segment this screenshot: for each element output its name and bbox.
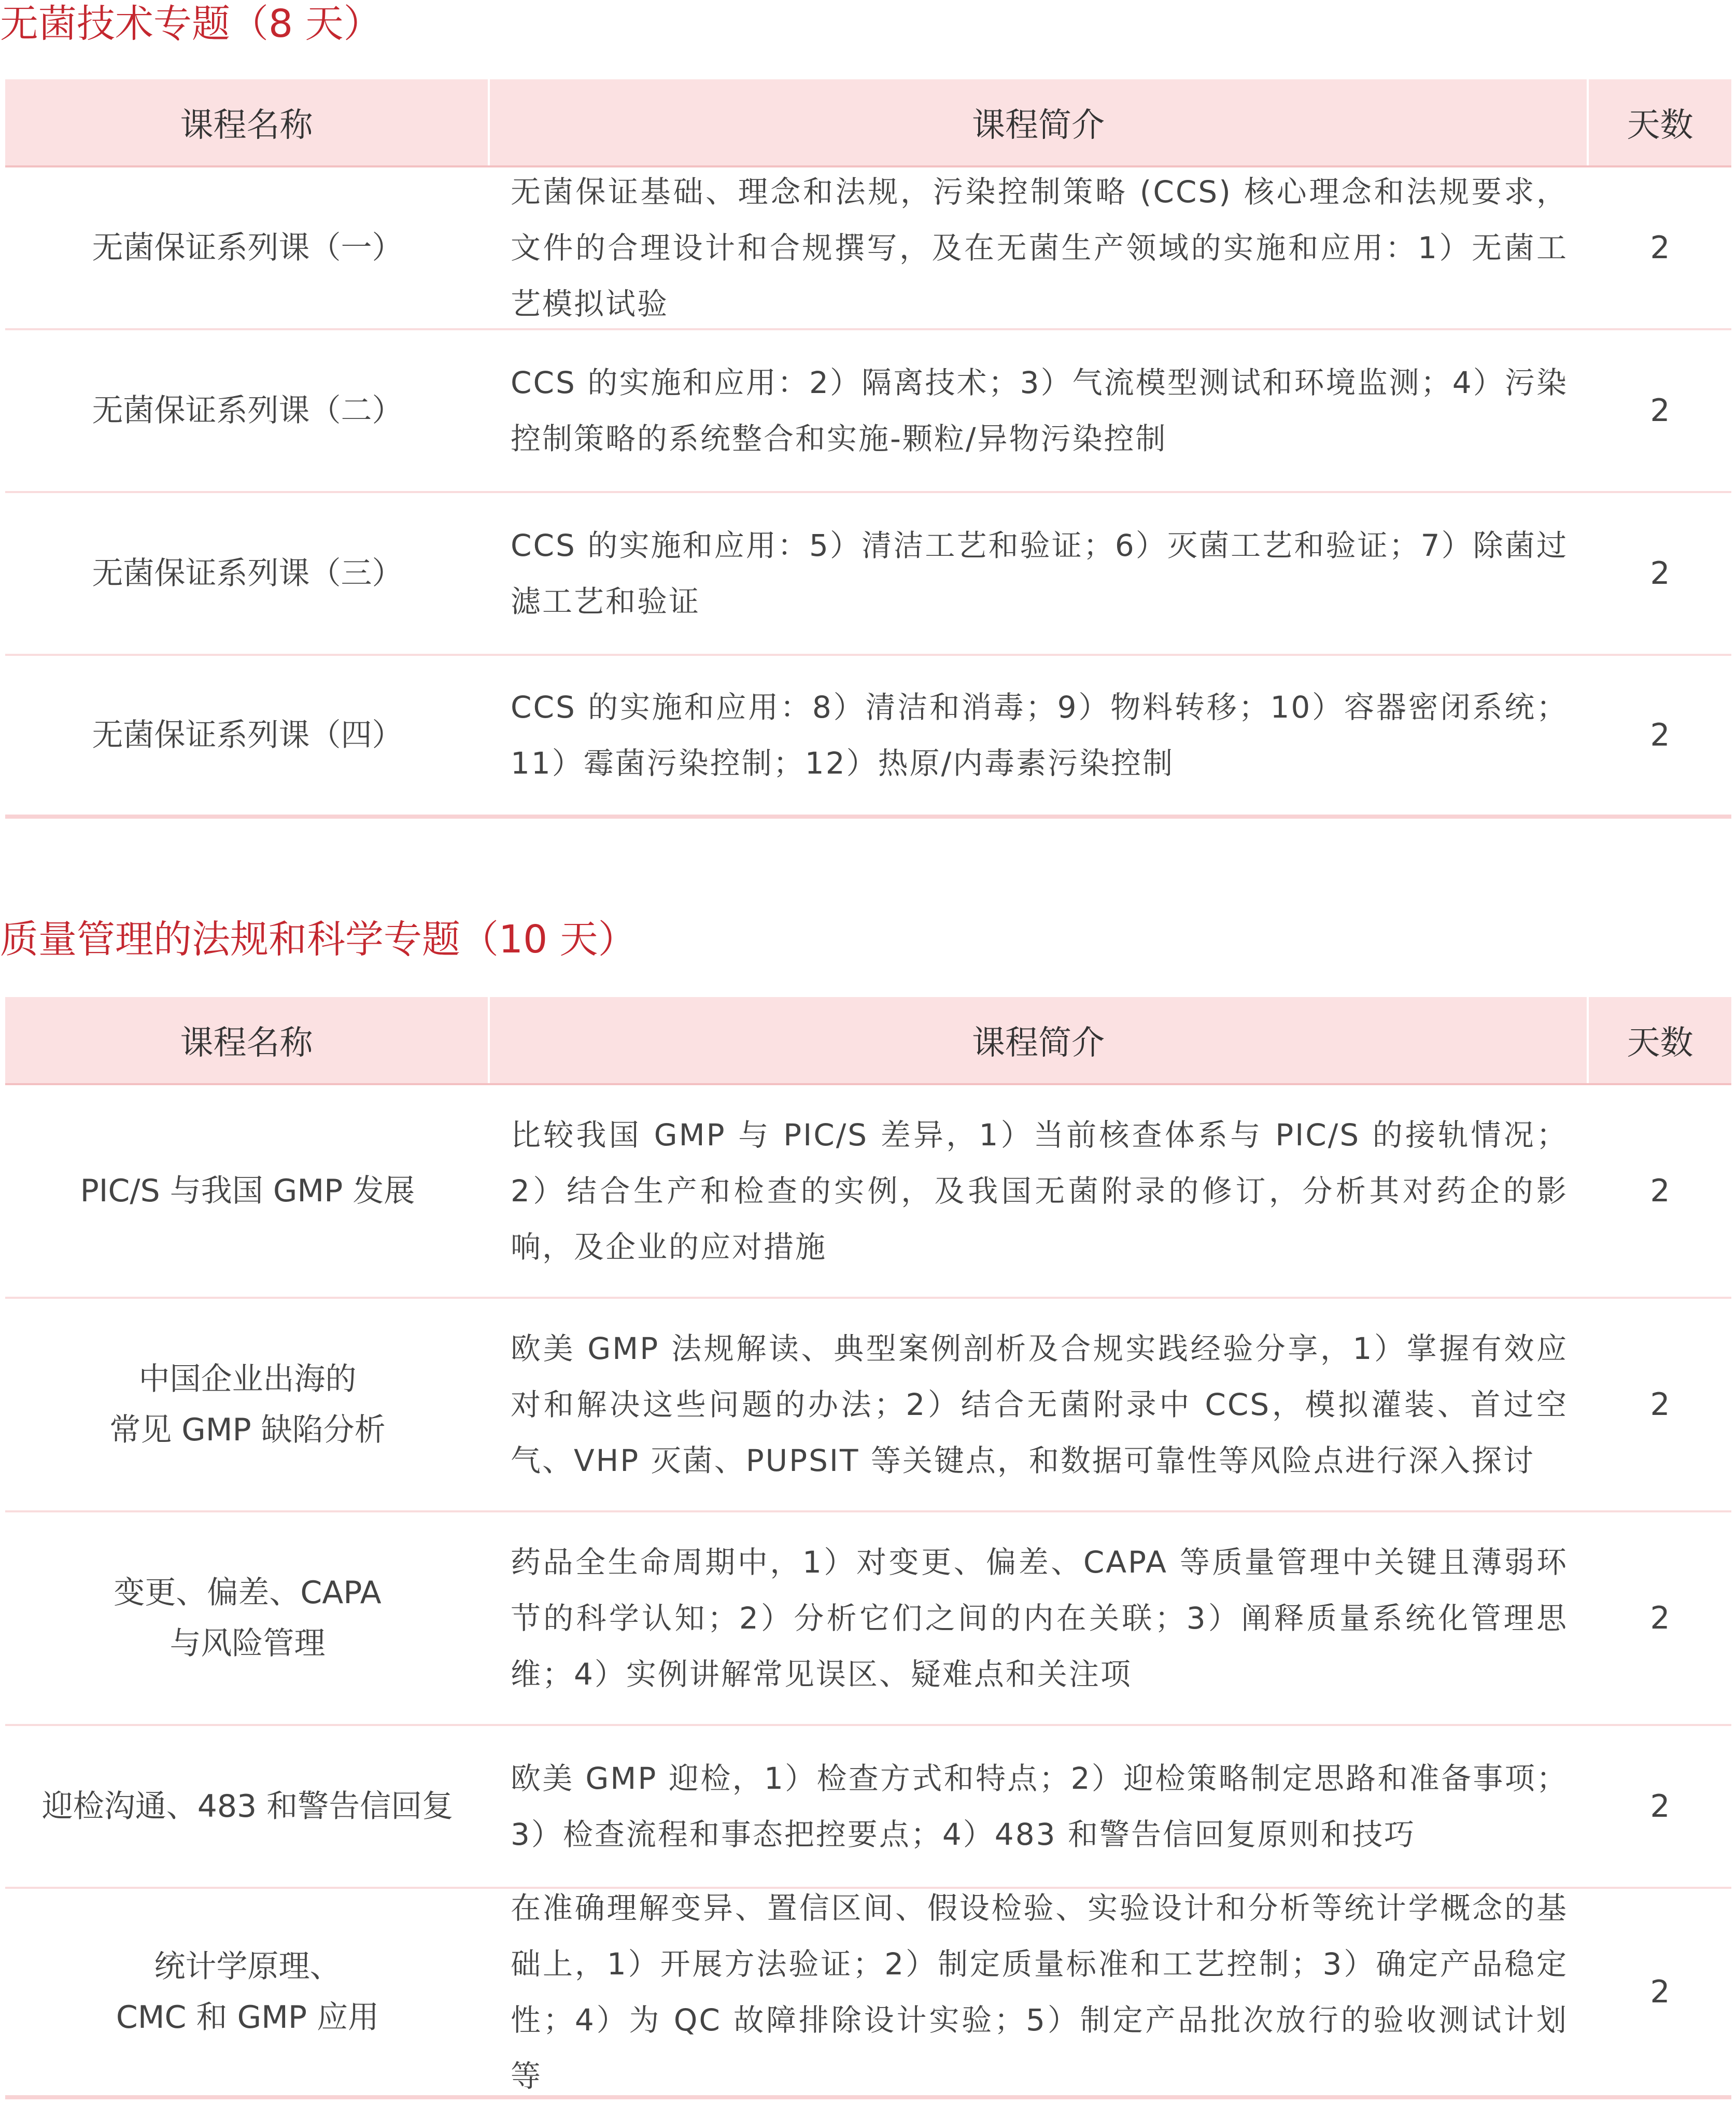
- course-days: 2: [1650, 392, 1670, 429]
- course-days: 2: [1650, 1173, 1670, 1209]
- section-title-sterile: 无菌技术专题（8 天）: [0, 2, 382, 46]
- table-header: [5, 997, 1731, 1085]
- course-intro: [490, 1726, 1589, 1887]
- header-days: 天数: [1627, 106, 1693, 145]
- header-course-intro: 课程简介: [490, 79, 1589, 165]
- course-name: [5, 1726, 490, 1887]
- course-intro: [490, 330, 1589, 491]
- course-name: [5, 1085, 490, 1297]
- course-name-line: 变更、偏差、CAPA: [114, 1575, 382, 1611]
- course-intro-text: CCS 的实施和应用：8）清洁和消毒；9）物料转移；10）容器密闭系统；11）霉菌污染控制；12）热原/内毒素污染控制: [511, 690, 1568, 781]
- header-days: 天数: [1627, 1024, 1693, 1062]
- course-intro: [490, 1085, 1589, 1297]
- course-intro-text: 比较我国 GMP 与 PIC/S 差异，1）当前核查体系与 PIC/S 的接轨情况；2）结合生产和检查的实例，及我国无菌附录的修订，分析其对药企的影响，及企业的应对措施: [511, 1117, 1568, 1265]
- table-row: [5, 1726, 1731, 1889]
- course-days: 2: [1650, 555, 1670, 592]
- table-row: [5, 493, 1731, 656]
- course-days: 2: [1650, 230, 1670, 266]
- course-intro-text: 欧美 GMP 法规解读、典型案例剖析及合规实践经验分享，1）掌握有效应对和解决这些问题的办法；2）结合无菌附录中 CCS，模拟灌装、首过空气、VHP 灭菌、PUPSIT 等关键点，和数据可靠性等风险点进行深入探讨: [511, 1331, 1568, 1478]
- header-course-name: 课程名称: [5, 79, 490, 165]
- course-days: 2: [1650, 717, 1670, 753]
- course-intro-text: CCS 的实施和应用：5）清洁工艺和验证；6）灭菌工艺和验证；7）除菌过滤工艺和验证: [511, 528, 1568, 619]
- course-name-line: 统计学原理、: [154, 1948, 341, 1985]
- table-row: [5, 656, 1731, 819]
- table-row: [5, 1889, 1731, 2099]
- table-quality-courses: [5, 997, 1731, 2099]
- header-course-intro: 课程简介: [490, 997, 1589, 1083]
- course-name-line: PIC/S 与我国 GMP 发展: [80, 1173, 415, 1209]
- course-intro-text: 在准确理解变异、置信区间、假设检验、实验设计和分析等统计学概念的基础上，1）开展方法验证；2）制定质量标准和工艺控制；3）确定产品稳定性；4）为 QC 故障排除设计实验；5）制定产品批次放行的验收测试计划等: [511, 1890, 1568, 2094]
- header-course-name: 课程名称: [5, 997, 490, 1083]
- course-days: 2: [1650, 1600, 1670, 1636]
- course-name-line: CMC 和 GMP 应用: [116, 1999, 379, 2036]
- table-row: [5, 1085, 1731, 1299]
- table-row: [5, 1512, 1731, 1726]
- course-name: 无菌保证系列课（二）: [92, 392, 403, 429]
- course-intro-text: 药品全生命周期中，1）对变更、偏差、CAPA 等质量管理中关键且薄弱环节的科学认知；2）分析它们之间的内在关联；3）阐释质量系统化管理思维；4）实例讲解常见误区、疑难点和关注项: [511, 1545, 1568, 1692]
- course-days: 2: [1650, 1386, 1670, 1423]
- course-name-line: 迎检沟通、483 和警告信回复: [41, 1788, 454, 1825]
- table-row: [5, 1299, 1731, 1512]
- course-intro: [490, 1299, 1589, 1510]
- course-name: 无菌保证系列课（一）: [92, 230, 403, 266]
- course-intro-text: CCS 的实施和应用：2）隔离技术；3）气流模型测试和环境监测；4）污染控制策略的系统整合和实施-颗粒/异物污染控制: [511, 365, 1568, 456]
- section-title-quality: 质量管理的法规和科学专题（10 天）: [0, 917, 637, 962]
- course-days: 2: [1650, 1974, 1670, 2010]
- course-intro: [490, 167, 1589, 328]
- course-name: [5, 1889, 490, 2095]
- course-name: 无菌保证系列课（四）: [92, 717, 403, 753]
- course-name: [5, 1299, 490, 1510]
- course-intro: [490, 1889, 1589, 2095]
- table-row: [5, 167, 1731, 330]
- course-intro: [490, 656, 1589, 815]
- course-name-line: 常见 GMP 缺陷分析: [109, 1412, 386, 1448]
- course-intro: [490, 493, 1589, 654]
- course-intro-text: 欧美 GMP 迎检，1）检查方式和特点；2）迎检策略制定思路和准备事项；3）检查流程和事态把控要点；4）483 和警告信回复原则和技巧: [511, 1761, 1568, 1852]
- table-row: [5, 330, 1731, 493]
- course-name: [5, 1512, 490, 1724]
- course-name-line: 中国企业出海的: [138, 1361, 357, 1397]
- course-intro: [490, 1512, 1589, 1724]
- course-intro-text: 无菌保证基础、理念和法规，污染控制策略 (CCS) 核心理念和法规要求，文件的合理设计和合规撰写，及在无菌生产领域的实施和应用：1）无菌工艺模拟试验: [511, 174, 1568, 321]
- course-name: 无菌保证系列课（三）: [92, 555, 403, 592]
- course-days: 2: [1650, 1788, 1670, 1825]
- course-name-line: 与风险管理: [170, 1625, 326, 1662]
- table-sterile-courses: [5, 79, 1731, 819]
- table-header: [5, 79, 1731, 167]
